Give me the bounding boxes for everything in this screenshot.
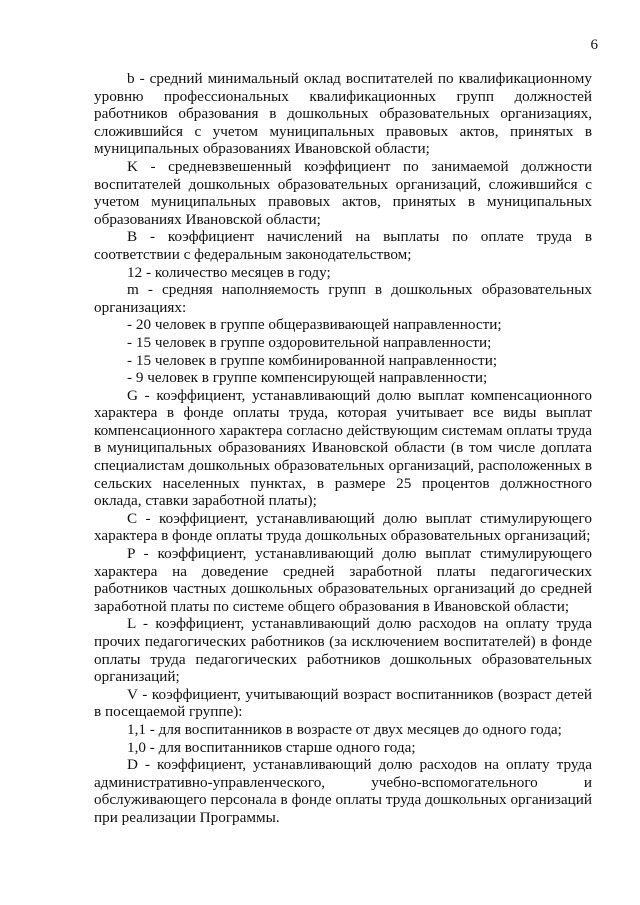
list-item-group-combined: - 15 человек в группе комбинированной направленности; bbox=[127, 351, 498, 369]
paragraph-v-definition: V - коэффициент, учитывающий возраст воспитанников (возраст детей в посещаемой группе): bbox=[94, 685, 592, 721]
list-item-age-under-one: 1,1 - для воспитанников в возрасте от двух месяцев до одного года; bbox=[127, 720, 562, 738]
paragraph-k-definition: K - средневзвешенный коэффициент по занимаемой должности воспитателей дошкольных образовательных организаций, сложившийся с учетом муниципальных правовых актов, принятых в муниципальных образованиях Ивановской области; bbox=[94, 157, 592, 228]
paragraph-m-definition: m - средняя наполняемость групп в дошкольных образовательных организациях: bbox=[94, 281, 592, 316]
paragraph-months-in-year: 12 - количество месяцев в году; bbox=[127, 263, 331, 281]
page-number: 6 bbox=[590, 37, 598, 53]
paragraph-p-definition: P - коэффициент, устанавливающий долю выплат стимулирующего характера на доведение средней заработной платы педагогических работников частных дошкольных образовательных организаций до средней заработной платы по системе общего образования в Ивановской области; bbox=[94, 545, 592, 615]
list-item-age-over-one: 1,0 - для воспитанников старше одного года; bbox=[127, 738, 416, 756]
list-item-group-general: - 20 человек в группе общеразвивающей направленности; bbox=[127, 316, 502, 334]
document-body bbox=[94, 70, 592, 827]
paragraph-b-coefficient-definition: B - коэффициент начислений на выплаты по оплате труда в соответствии с федеральным законодательством; bbox=[94, 228, 592, 263]
list-item-group-health: - 15 человек в группе оздоровительной направленности; bbox=[127, 333, 492, 351]
paragraph-c-definition: C - коэффициент, устанавливающий долю выплат стимулирующего характера в фонде оплаты труда дошкольных образовательных организаций; bbox=[94, 509, 592, 545]
paragraph-b-definition: b - средний минимальный оклад воспитателей по квалификационному уровню профессиональных квалификационных групп должностей работников образования в дошкольных образовательных организациях, сложившийся с учетом муниципальных правовых актов, принятых в муниципальных образованиях Ивановской области; bbox=[94, 70, 592, 158]
paragraph-l-definition: L - коэффициент, устанавливающий долю расходов на оплату труда прочих педагогических работников (за исключением воспитателей) в фонде оплаты труда педагогических работников дошкольных образовательных организаций; bbox=[94, 615, 592, 686]
list-item-group-compensating: - 9 человек в группе компенсирующей направленности; bbox=[127, 369, 488, 387]
paragraph-g-definition: G - коэффициент, устанавливающий долю выплат компенсационного характера в фонде оплаты труда, которая учитывает все виды выплат компенсационного характера согласно действующим системам оплаты труда в муниципальных образованиях Ивановской области (в том числе доплата специалистам дошкольных образовательных организаций, расположенных в сельских населенных пунктах, в размере 25 процентов должностного оклада, ставки заработной платы); bbox=[94, 386, 592, 510]
paragraph-d-definition: D - коэффициент, устанавливающий долю расходов на оплату труда административно-управленческого, учебно-вспомогательного и обслуживающего персонала в фонде оплаты труда дошкольных организаций при реализации Программы. bbox=[94, 756, 592, 826]
